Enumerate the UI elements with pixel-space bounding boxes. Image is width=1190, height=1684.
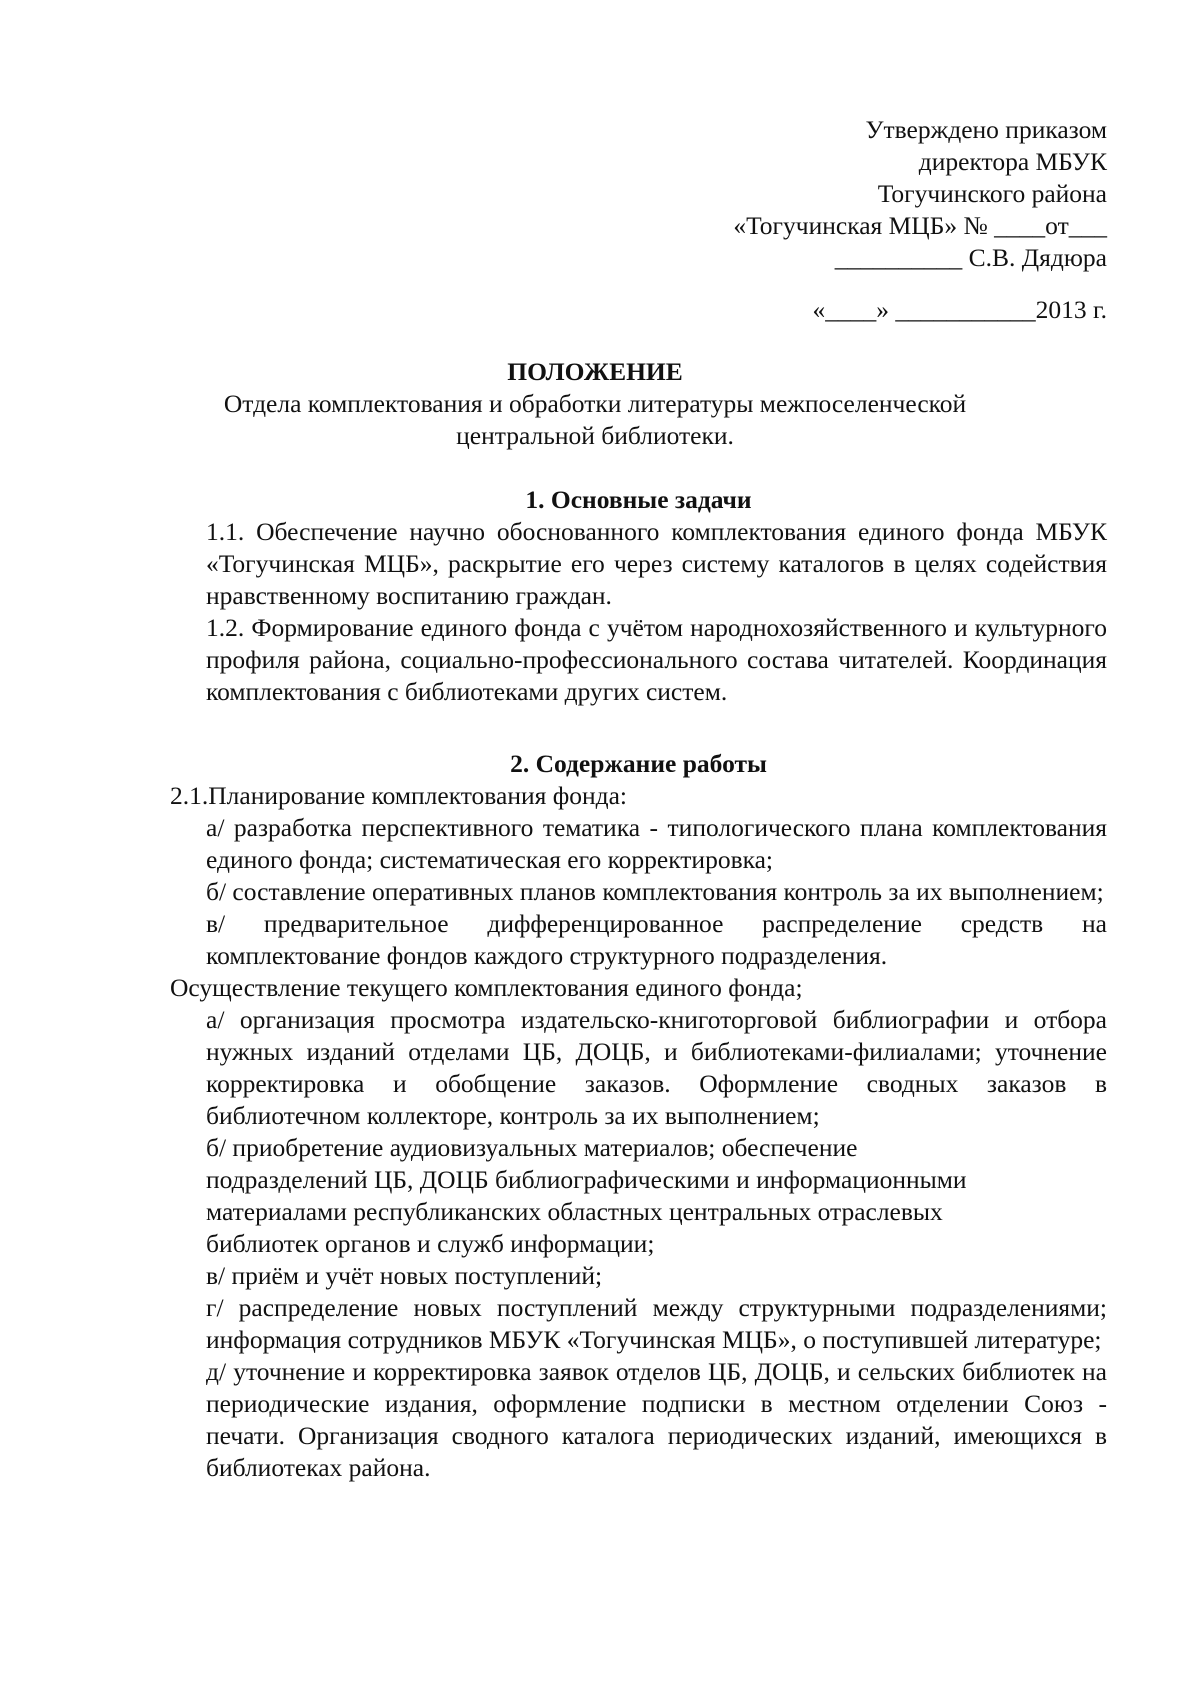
list-item: материалами республиканских областных центральных отраслевых (206, 1197, 943, 1226)
approval-line: «Тогучинская МЦБ» № ____от___ (733, 211, 1107, 240)
approval-line: Тогучинского района (877, 179, 1107, 208)
list-item: г/ распределение новых поступлений между структурными подразделениями; информация сотрудников МБУК «Тогучинская МЦБ», о поступившей литературе; (206, 1293, 1107, 1354)
section-heading: 2. Содержание работы (510, 749, 767, 778)
document-body (170, 484, 1107, 1484)
paragraph: 1.1. Обеспечение научно обоснованного комплектования единого фонда МБУК «Тогучинская МЦБ», раскрытие его через систему каталогов в целях содействия нравственному воспитанию граждан. (206, 517, 1107, 610)
paragraph: Осуществление текущего комплектования единого фонда; (170, 973, 803, 1002)
approval-date-line: «____» ___________2013 г. (812, 295, 1107, 324)
document-subtitle-line: центральной библиотеки. (456, 421, 734, 450)
approval-line: Утверждено приказом (865, 115, 1107, 144)
list-item: а/ организация просмотра издательско-книготорговой библиографии и отбора нужных изданий отделами ЦБ, ДОЦБ, и библиотеками-филиалами; уточнение корректировка и обобщение заказов. Оформление сводных заказов в библиотечном коллекторе, контроль за их выполнением; (206, 1005, 1107, 1130)
document-subtitle-line: Отдела комплектования и обработки литературы межпоселенческой (223, 389, 967, 418)
list-item: а/ разработка перспективного тематика - типологического плана комплектования единого фонда; систематическая его корректировка; (206, 813, 1107, 874)
list-item: библиотек органов и служб информации; (206, 1229, 655, 1258)
list-item: в/ приём и учёт новых поступлений; (206, 1261, 603, 1290)
document-title: ПОЛОЖЕНИЕ (507, 357, 683, 386)
approval-line: директора МБУК (918, 147, 1107, 176)
list-item: в/ предварительное дифференцированное распределение средств на комплектование фондов каждого структурного подразделения. (206, 909, 1107, 970)
paragraph: 2.1.Планирование комплектования фонда: (170, 781, 628, 810)
list-item: б/ составление оперативных планов комплектования контроль за их выполнением; (206, 877, 1104, 906)
document-title-block (150, 356, 1040, 452)
section-heading: 1. Основные задачи (525, 485, 752, 514)
list-item: подразделений ЦБ, ДОЦБ библиографическими и информационными (206, 1165, 967, 1194)
paragraph: 1.2. Формирование единого фонда с учётом народнохозяйственного и культурного профиля района, социально-профессионального состава читателей. Координация комплектования с библиотеками других систем. (206, 613, 1107, 706)
list-item: б/ приобретение аудиовизуальных материалов; обеспечение (206, 1133, 858, 1162)
approval-signature-line: __________ С.В. Дядюра (834, 243, 1107, 272)
approval-stamp-block (620, 114, 1107, 326)
list-item: д/ уточнение и корректировка заявок отделов ЦБ, ДОЦБ, и сельских библиотек на периодические издания, оформление подписки в местном отделении Союз - печати. Организация сводного каталога периодических изданий, имеющихся в библиотеках района. (206, 1357, 1107, 1482)
